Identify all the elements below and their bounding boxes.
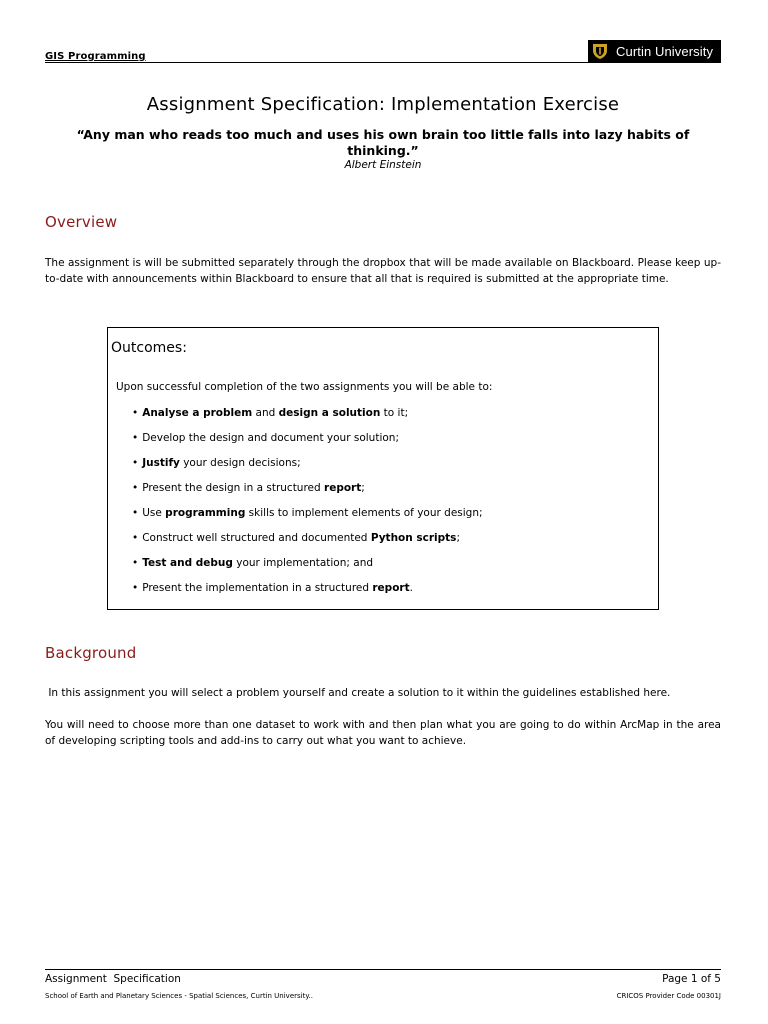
- header-rule: [45, 62, 721, 63]
- outcome-text: Test and debug: [142, 557, 233, 569]
- outcome-text: Construct well structured and documented: [142, 532, 371, 544]
- overview-paragraph: The assignment is will be submitted separately through the dropbox that will be made available on Blackboard. Please keep up-to-date with announcements within Blackboard to ensure that all that is required is submitted at the appropriate time.: [45, 257, 721, 285]
- outcome-item: [132, 506, 483, 531]
- outcome-text: Justify: [142, 457, 180, 469]
- outcome-text: skills to implement elements of your design;: [245, 507, 483, 519]
- bullet-icon: •: [132, 482, 139, 494]
- footer-school: School of Earth and Planetary Sciences - Spatial Sciences, Curtin University..: [45, 992, 313, 1000]
- outcome-text: ;: [361, 482, 365, 494]
- outcome-text: design a solution: [278, 407, 381, 419]
- outcome-text: Python scripts: [370, 532, 457, 544]
- outcome-text: programming: [165, 507, 246, 519]
- outcome-item: [132, 456, 483, 481]
- background-paragraph-2: You will need to choose more than one dataset to work with and then plan what you are going to do within ArcMap in the area of developing scripting tools and add-ins to carry out what you want to achieve.: [45, 719, 721, 747]
- outcome-text: your implementation; and: [232, 557, 374, 569]
- outcome-text: and: [252, 407, 279, 419]
- background-heading: Background: [45, 644, 137, 662]
- document-title: Assignment Specification: Implementation Exercise: [146, 94, 620, 115]
- crest-icon: [591, 42, 609, 60]
- footer-rule: [45, 969, 721, 970]
- bullet-icon: •: [132, 407, 139, 419]
- outcome-item: [132, 581, 483, 606]
- outcome-item: [132, 406, 483, 431]
- background-paragraph-1: In this assignment you will select a problem yourself and create a solution to it within the guidelines established here.: [45, 687, 671, 699]
- outcome-text: Develop the design and document your solution;: [142, 432, 399, 444]
- outcome-text: Use: [142, 507, 166, 519]
- footer-doc-label: Assignment Specification: [45, 973, 181, 985]
- outcome-item: [132, 431, 483, 456]
- outcome-item: [132, 481, 483, 506]
- outcome-text: Present the implementation in a structured: [142, 582, 373, 594]
- quote-text: “Any man who reads too much and uses his own brain too little falls into lazy habits of thinking.”: [76, 127, 690, 158]
- bullet-icon: •: [132, 582, 139, 594]
- outcome-text: report: [324, 482, 362, 494]
- university-logo: [588, 40, 721, 62]
- footer-cricos: CRICOS Provider Code 00301J: [616, 992, 721, 1000]
- bullet-icon: •: [132, 507, 139, 519]
- bullet-icon: •: [132, 532, 139, 544]
- outcomes-intro: Upon successful completion of the two assignments you will be able to:: [116, 381, 493, 393]
- quote-author: Albert Einstein: [344, 159, 422, 171]
- course-name: GIS Programming: [45, 51, 146, 62]
- bullet-icon: •: [132, 432, 139, 444]
- outcomes-list: [132, 406, 483, 606]
- outcome-text: Present the design in a structured: [142, 482, 325, 494]
- outcome-text: .: [409, 582, 413, 594]
- outcome-text: report: [372, 582, 410, 594]
- footer-page-number: Page 1 of 5: [662, 973, 721, 985]
- outcome-text: your design decisions;: [179, 457, 301, 469]
- outcomes-box: [107, 327, 659, 610]
- outcome-text: to it;: [380, 407, 409, 419]
- overview-heading: Overview: [45, 213, 118, 231]
- outcome-item: [132, 531, 483, 556]
- bullet-icon: •: [132, 557, 139, 569]
- outcome-text: ;: [456, 532, 460, 544]
- outcome-item: [132, 556, 483, 581]
- bullet-icon: •: [132, 457, 139, 469]
- outcomes-heading: Outcomes:: [111, 340, 187, 356]
- outcome-text: Analyse a problem: [142, 407, 253, 419]
- logo-text: Curtin University: [616, 43, 714, 59]
